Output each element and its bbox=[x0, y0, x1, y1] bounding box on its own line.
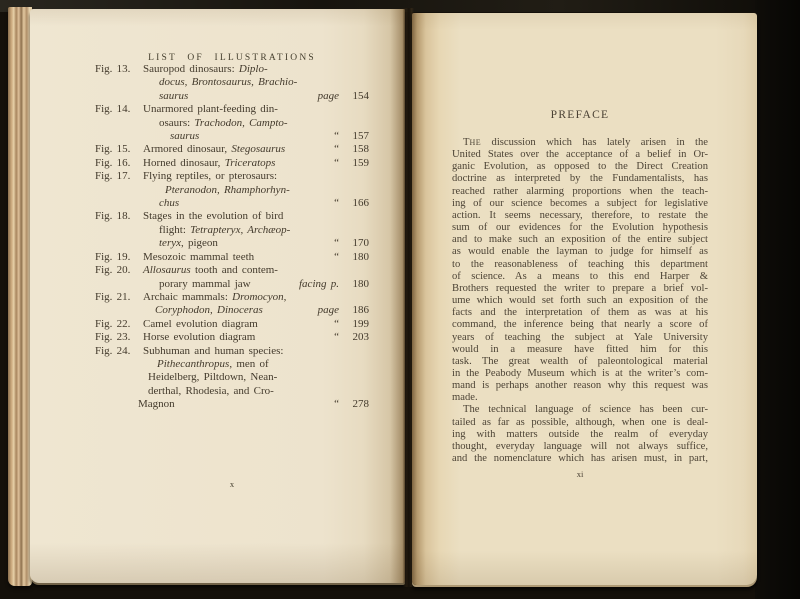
entry-text: Armored dinosaur, Stegosaurus bbox=[143, 143, 286, 156]
entry-text: Archaic mammals: Dromocyon, bbox=[143, 290, 287, 303]
preface-line: and the nomenclature which has arisen must, in part, bbox=[452, 453, 708, 465]
illustration-entry-line bbox=[95, 224, 369, 237]
entry-text: Subhuman and human species: bbox=[143, 344, 284, 357]
preface-line: to the reasonableness of teaching this department bbox=[452, 258, 708, 270]
entry-text: Coryphodon, Dinoceras bbox=[155, 304, 263, 317]
figure-label: Fig. 23. bbox=[95, 331, 131, 344]
entry-text: Pteranodon, Rhamphorhyn- bbox=[165, 183, 290, 196]
preface-line: tailed as far as possible, although, when one is deal- bbox=[452, 416, 708, 428]
illustration-entry-line bbox=[95, 345, 369, 358]
page-ref-number: 180 bbox=[352, 277, 369, 290]
illustration-entry-line bbox=[95, 130, 369, 143]
preface-line: years of teaching the subject at Yale University bbox=[452, 331, 708, 343]
illustration-entry-line bbox=[95, 318, 369, 331]
figure-label: Fig. 13. bbox=[95, 63, 131, 75]
illustration-list bbox=[95, 63, 369, 412]
illustration-entry-line bbox=[95, 184, 369, 197]
page-ref-prefix: “ bbox=[334, 317, 339, 330]
left-page-edges-stack bbox=[8, 7, 32, 586]
preface-line: command, the inference being that nearly a score of bbox=[452, 319, 708, 331]
preface-line: United States over the acceptance of a belief in Or- bbox=[452, 149, 708, 161]
preface-body bbox=[452, 137, 708, 465]
illustration-entry-line bbox=[95, 251, 369, 264]
illustration-entry-line bbox=[95, 197, 369, 210]
illustration-entry-line bbox=[95, 371, 369, 384]
right-page bbox=[412, 13, 757, 585]
preface-line: facts and the interpretation of them as was at his bbox=[452, 307, 708, 319]
preface-line: ing of our science becomes a subject for legislative bbox=[452, 197, 708, 209]
page-ref-number: 154 bbox=[352, 89, 369, 102]
page-ref-prefix: page bbox=[317, 304, 339, 317]
entry-text: docus, Brontosaurus, Brachio- bbox=[159, 76, 298, 89]
entry-text: Mesozoic mammal teeth bbox=[143, 250, 255, 263]
entry-text: chus bbox=[159, 197, 180, 210]
preface-line: would in a measure have fitted him for this bbox=[452, 343, 708, 355]
entry-text: Magnon bbox=[138, 398, 175, 411]
preface-line: reached rather alarming proportions when the teach- bbox=[452, 185, 708, 197]
entry-text: Allosaurus tooth and contem- bbox=[143, 264, 278, 277]
preface-line: mand is perhaps another reason why this request was bbox=[452, 380, 708, 392]
entry-text: saurus bbox=[170, 130, 200, 143]
page-ref-prefix: page bbox=[317, 89, 339, 102]
illustration-entry-line bbox=[95, 304, 369, 317]
page-ref-prefix: “ bbox=[334, 197, 339, 210]
preface-line: thought, everyday language will not always suffice, bbox=[452, 440, 708, 452]
page-ref-prefix: “ bbox=[334, 331, 339, 344]
preface-title: PREFACE bbox=[550, 109, 610, 121]
illustration-entry-line bbox=[95, 264, 369, 277]
preface-line: Brothers requested the writer to prepare a brief vol- bbox=[452, 282, 708, 294]
preface-line: The technical language of science has been cur- bbox=[463, 404, 708, 416]
entry-text: Horse evolution diagram bbox=[143, 331, 256, 344]
entry-text: porary mammal jaw bbox=[159, 277, 251, 290]
entry-text: saurus bbox=[159, 89, 189, 102]
entry-text: teryx, pigeon bbox=[159, 237, 218, 250]
entry-text: flight: Tetrapteryx, Archæop- bbox=[159, 223, 291, 236]
preface-line: ing with matters outside the realm of everyday bbox=[452, 428, 708, 440]
entry-text: Unarmored plant-feeding din- bbox=[143, 103, 278, 116]
illustration-entry-line bbox=[95, 291, 369, 304]
illustration-entry-line bbox=[95, 170, 369, 183]
page-ref-prefix: “ bbox=[334, 130, 339, 143]
page-ref-number: 199 bbox=[352, 317, 369, 330]
figure-label: Fig. 14. bbox=[95, 103, 131, 116]
preface-line: of science. As a means to this end Harper & bbox=[452, 270, 708, 282]
entry-text: Camel evolution diagram bbox=[143, 317, 258, 330]
illustration-entry-line bbox=[95, 331, 369, 344]
illustration-entry-line bbox=[95, 385, 369, 398]
preface-line: made. bbox=[452, 392, 478, 404]
figure-label: Fig. 17. bbox=[95, 170, 131, 183]
illustration-entry-line bbox=[95, 63, 369, 76]
list-of-illustrations-title: LIST OF ILLUSTRATIONS bbox=[148, 53, 316, 63]
figure-label: Fig. 21. bbox=[95, 290, 131, 303]
illustration-entry-line bbox=[95, 143, 369, 156]
illustration-entry-line bbox=[95, 103, 369, 116]
illustration-entry-line bbox=[95, 117, 369, 130]
page-ref-prefix: “ bbox=[334, 237, 339, 250]
entry-text: Flying reptiles, or pterosaurs: bbox=[143, 170, 278, 183]
entry-text: Stages in the evolution of bird bbox=[143, 210, 284, 223]
page-ref-prefix: “ bbox=[334, 398, 339, 411]
preface-line: as would enable the layman to judge for himself as bbox=[452, 246, 708, 258]
page-ref-number: 180 bbox=[352, 250, 369, 263]
illustration-entry-line bbox=[95, 157, 369, 170]
figure-label: Fig. 18. bbox=[95, 210, 131, 223]
illustration-entry-line bbox=[95, 278, 369, 291]
illustration-entry-line bbox=[95, 398, 369, 411]
preface-line: THE discussion which has lately arisen in the bbox=[463, 137, 708, 148]
page-ref-number: 157 bbox=[352, 130, 369, 143]
preface-line: doctrine as interpreted by the Fundamentalists, has bbox=[452, 173, 708, 185]
page-ref-number: 203 bbox=[352, 331, 369, 344]
figure-label: Fig. 19. bbox=[95, 250, 131, 263]
entry-text: Horned dinosaur, Triceratops bbox=[143, 156, 276, 169]
entry-text: osaurs: Trachodon, Campto- bbox=[159, 116, 288, 129]
entry-text: Sauropod dinosaurs: Diplo- bbox=[143, 63, 268, 75]
page-ref-number: 186 bbox=[352, 304, 369, 317]
preface-line: in the Peabody Museum which is at the writer’s com- bbox=[452, 367, 708, 379]
preface-line: action. It seems necessary, therefore, to restate the bbox=[452, 209, 708, 221]
left-page-number: x bbox=[229, 479, 235, 489]
entry-text: derthal, Rhodesia, and Cro- bbox=[148, 384, 274, 397]
illustration-entry-line bbox=[95, 90, 369, 103]
figure-label: Fig. 20. bbox=[95, 264, 131, 277]
preface-line: sum of our evidences for the Evolution hypothesis bbox=[452, 222, 708, 234]
figure-label: Fig. 22. bbox=[95, 317, 131, 330]
page-ref-prefix: facing p. bbox=[299, 277, 339, 290]
preface-line: task. The great wealth of paleontological material bbox=[452, 355, 708, 367]
illustration-entry-line bbox=[95, 237, 369, 250]
illustration-entry-line bbox=[95, 358, 369, 371]
left-page bbox=[30, 9, 405, 583]
preface-line: ganic Evolution, as opposed to the Direct Creation bbox=[452, 161, 708, 173]
right-page-number: xi bbox=[576, 469, 584, 479]
illustration-entry-line bbox=[95, 210, 369, 223]
preface-line: and to make such an exposition of the entire subject bbox=[452, 234, 708, 246]
figure-label: Fig. 15. bbox=[95, 143, 131, 156]
entry-text: Heidelberg, Piltdown, Nean- bbox=[148, 371, 278, 384]
entry-text: Pithecanthropus, men of bbox=[157, 357, 269, 370]
page-ref-number: 278 bbox=[352, 398, 369, 411]
page-ref-number: 158 bbox=[352, 143, 369, 156]
page-ref-number: 166 bbox=[352, 197, 369, 210]
page-ref-prefix: “ bbox=[334, 143, 339, 156]
illustration-entry-line bbox=[95, 76, 369, 89]
figure-label: Fig. 16. bbox=[95, 156, 131, 169]
page-ref-prefix: “ bbox=[334, 250, 339, 263]
page-ref-number: 170 bbox=[352, 237, 369, 250]
page-ref-prefix: “ bbox=[334, 156, 339, 169]
preface-line: ume which would set forth such an exposition of the bbox=[452, 295, 708, 307]
page-ref-number: 159 bbox=[352, 156, 369, 169]
figure-label: Fig. 24. bbox=[95, 344, 131, 357]
background-right bbox=[755, 0, 800, 599]
